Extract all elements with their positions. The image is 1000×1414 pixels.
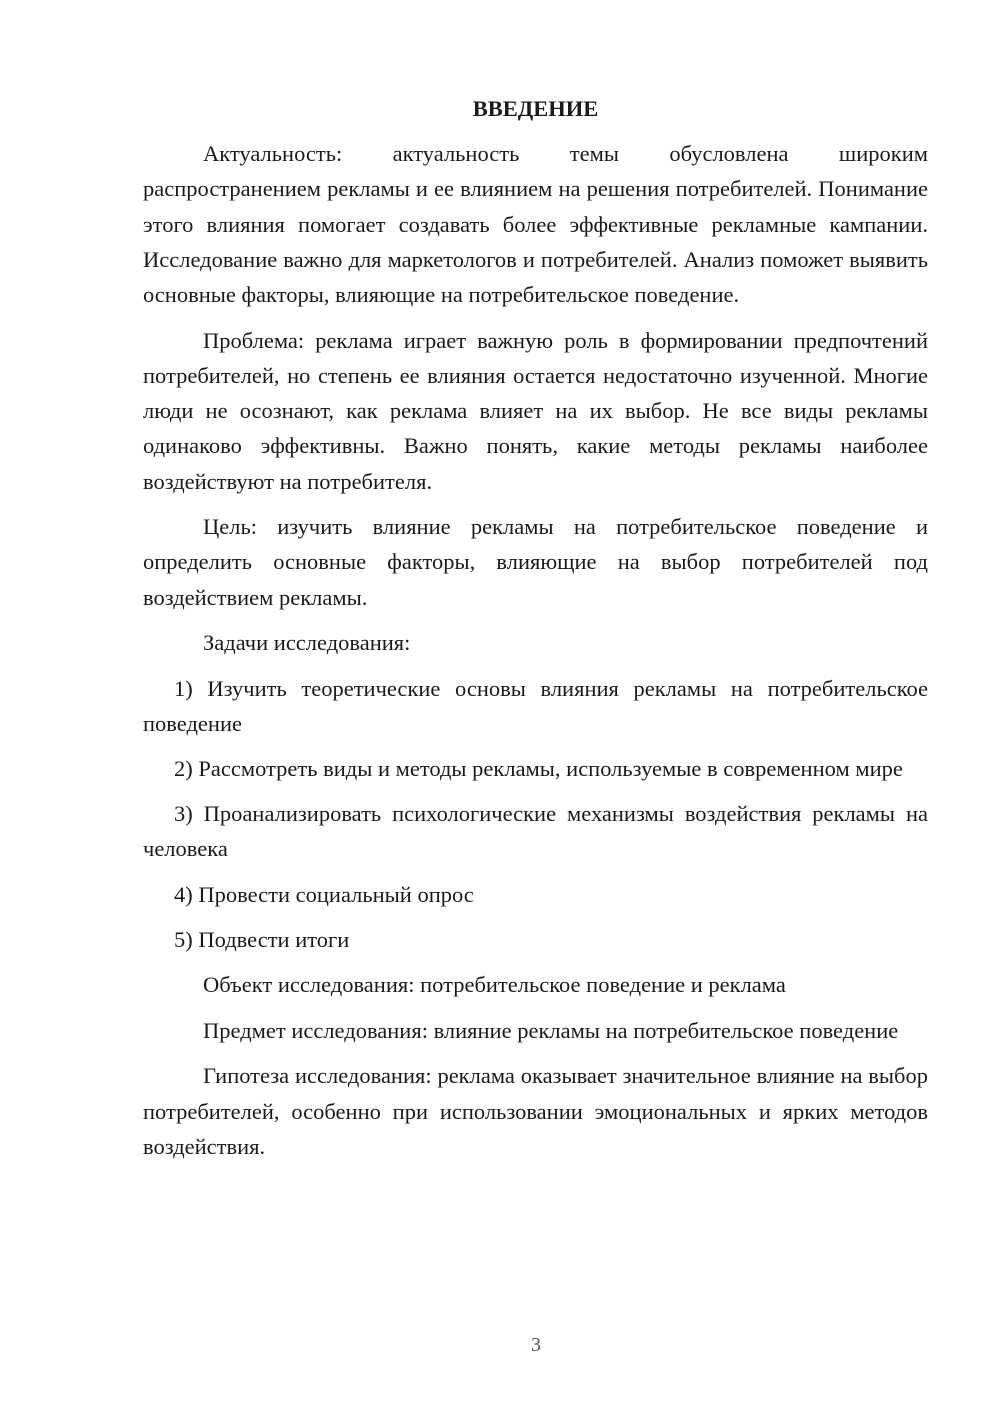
section-title: ВВЕДЕНИЕ — [472, 96, 599, 121]
task-item: 1) Изучить теоретические основы влияния рекламы на потребительское поведение — [143, 675, 928, 736]
task-item: 5) Подвести итоги — [174, 926, 350, 952]
problem-paragraph: Проблема: реклама играет важную роль в формировании предпочтений потребителей, но степень ее влияния остается недостаточно изученной. Многие люди не осознают, как реклама влияет на их выбор. Не все виды рекламы одинаково эффективны. Важно понять, какие методы рекламы наиболее воздействуют на потребителя. — [143, 327, 928, 494]
relevance-paragraph: Актуальность: актуальность темы обусловлена широким распространением рекламы и ее влиянием на решения потребителей. Понимание этого влияния помогает создавать более эффективные рекламные кампании. Исследование важно для маркетологов и потребителей. Анализ поможет выявить основные факторы, влияющие на потребительское поведение. — [143, 141, 928, 308]
tasks-list — [143, 671, 928, 957]
goal-paragraph: Цель: изучить влияние рекламы на потребительское поведение и определить основные факторы, влияющие на выбор потребителей под воздействием рекламы. — [143, 514, 928, 610]
task-item: 4) Провести социальный опрос — [174, 881, 474, 907]
page-number: 3 — [531, 1334, 541, 1356]
page-content — [143, 91, 928, 1174]
task-item: 2) Рассмотреть виды и методы рекламы, используемые в современном мире — [174, 755, 903, 781]
object-paragraph: Объект исследования: потребительское поведение и реклама — [203, 971, 786, 997]
hypothesis-paragraph: Гипотеза исследования: реклама оказывает значительное влияние на выбор потребителей, особенно при использовании эмоциональных и ярких методов воздействия. — [143, 1063, 928, 1159]
subject-paragraph: Предмет исследования: влияние рекламы на потребительское поведение — [203, 1017, 899, 1043]
tasks-heading: Задачи исследования: — [203, 630, 411, 656]
task-item: 3) Проанализировать психологические механизмы воздействия рекламы на человека — [143, 801, 928, 862]
